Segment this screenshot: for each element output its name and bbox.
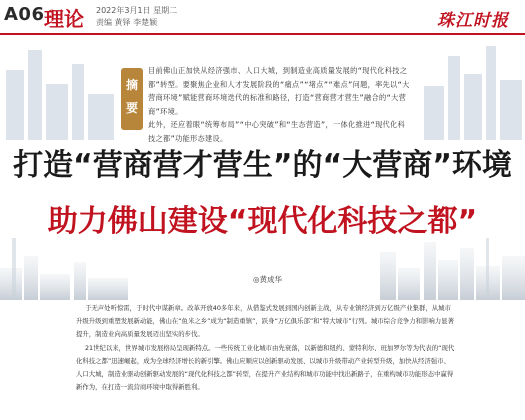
headline-line-1: 打造“营商营才营生”的“大营商”环境 <box>13 148 512 183</box>
city-skyline-illustration <box>0 238 525 300</box>
issue-date: 2022年3月1日 星期二 <box>96 6 178 15</box>
masthead-rule <box>0 33 525 35</box>
abstract-paragraph: 目前佛山正加快从经济强市、人口大城，到制造业高质量发展的“现代化科技之都”转型。要聚焦企业和人才发展阶段的“痛点”“堵点”“难点”问题，率先以“大营商环境”赋能营商环境迭代的标准和路径，打造“营商营才营生”融合的“大营商”环境。 <box>148 66 410 116</box>
abstract-label <box>121 68 143 130</box>
newspaper-brand-logo: 珠江时报 <box>437 11 509 31</box>
page-number: A06 <box>4 4 45 25</box>
left-tower-illustration <box>0 40 118 140</box>
headline-line-2: 助力佛山建设“现代化科技之都” <box>47 204 478 239</box>
body-paragraph: 21世纪以来，世界城市发展格局呈现新特点。一些传统工业化城市由先衰落，以新德和纽约、蒙特利尔、班加罗尔等为代表的“现代化科技之都”迅速崛起，成为全球经济增长的新引擎。佛山应顺应以创新驱动发展、以城市升级带动产业转型升级，加快从经济强市、人口大城，制造业驱动创新驱动发展的“现代化科技之都”转型，在提升产业结构和城市功能中找出新路子，在重构城市功能形态中赢得新作为，在打造一流营商环境中取得新胜利。 <box>76 343 455 392</box>
section-title: 理论 <box>44 7 84 31</box>
abstract-paragraph: 此外，还应着眼“统筹布局”“中心突破”和“生态营造”，一体化推进“现代化科技之都”功能形态建设。 <box>148 120 406 143</box>
body-paragraph: 于无声处听惊雷，于时代中谋新章。改革开放40多年来，从借鉴式发展到国内创新主战，从专业镇经济到万亿级产业集群，从城市升级升级到重塑发展新动能，佛山在“鱼米之乡”成为“制造重镇”，跃身“万亿俱乐部”和“特大城市”行列。城市综合竞争力和影响力显著提升，制造业向高质量发展迈出坚实的步伐。 <box>76 304 454 339</box>
abstract-label-char-1: 摘 <box>125 78 138 92</box>
article-body <box>76 302 456 394</box>
editors-credit: 责编 黄铎 李楚颖 <box>96 18 158 27</box>
author-byline: ◎黄成华 <box>253 275 283 284</box>
abstract-label-char-2: 要 <box>125 101 138 115</box>
abstract-text <box>148 64 410 146</box>
masthead <box>0 0 525 36</box>
right-tower-illustration <box>420 40 525 140</box>
